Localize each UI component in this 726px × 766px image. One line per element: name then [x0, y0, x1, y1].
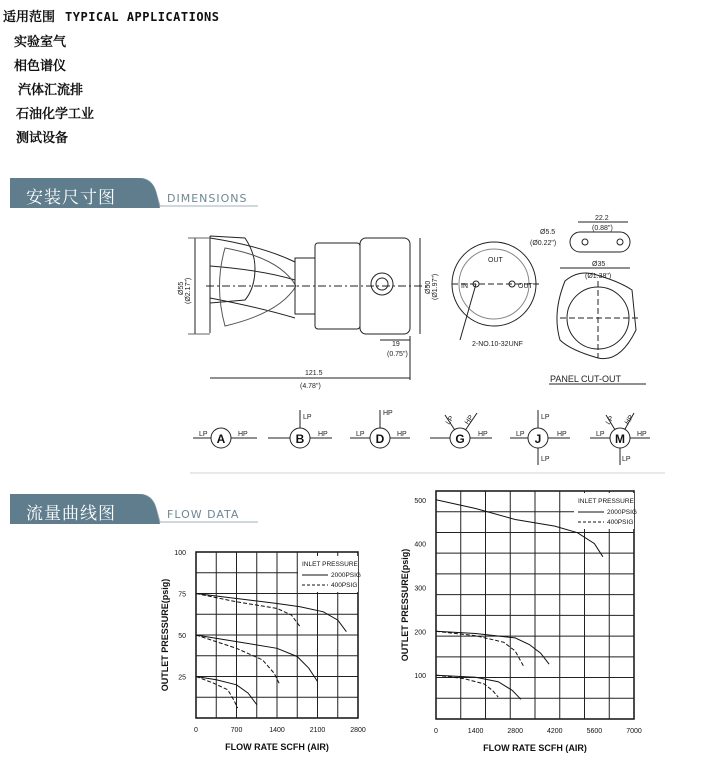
x-tick-label: 1400 [269, 727, 285, 734]
application-item: 汽体汇流排 [18, 83, 84, 98]
dim-hole: Ø5.5 [540, 229, 556, 236]
dim-len121: 121.5 [305, 370, 323, 377]
legend-title: INLET PRESSURE [302, 561, 358, 568]
x-axis-label: FLOW RATE SCFH (AIR) [483, 743, 587, 753]
config-b-right: HP [318, 431, 328, 438]
config-d-right: HP [397, 431, 407, 438]
config-letter-g: G [455, 432, 465, 446]
config-letter-d: D [375, 432, 385, 446]
y-tick-label: 75 [178, 591, 186, 599]
dimensions-title-cn: 安装尺寸图 [26, 188, 116, 208]
config-letter-m: M [615, 432, 625, 446]
y-tick-label: 50 [178, 633, 186, 640]
dim-len19-in: (0.75") [387, 351, 408, 358]
applications-heading [3, 6, 220, 25]
config-letter-b: B [295, 432, 305, 446]
applications-title-en: TYPICAL APPLICATIONS [65, 10, 220, 24]
x-tick-label: 1400 [467, 728, 484, 735]
y-tick-label: 200 [414, 629, 426, 637]
series-line [436, 675, 498, 697]
x-tick-label: 2800 [350, 727, 366, 734]
series-line [196, 635, 280, 685]
config-j-up: LP [541, 414, 550, 421]
application-item: 相色谱仪 [14, 59, 67, 74]
label-port: 2-NO.10-32UNF [472, 341, 523, 348]
x-tick-label: 7000 [626, 728, 642, 735]
config-d-left: LP [356, 431, 365, 438]
x-tick-label: 5600 [586, 728, 603, 735]
dim-pitch-in: (0.88") [592, 225, 613, 232]
legend-entry: 2000PSIG [331, 572, 361, 579]
series-line [196, 594, 300, 627]
dim-dia50: Ø50 [425, 280, 432, 294]
y-tick-label: 25 [178, 674, 186, 682]
label-out-top: OUT [488, 257, 503, 264]
port-configurations [0, 405, 726, 475]
x-tick-label: 2100 [309, 727, 326, 734]
dim-dia55-in: (Ø2.17") [185, 277, 192, 304]
y-tick-label: 500 [414, 497, 426, 505]
dim-dia50-in: (Ø1.97") [432, 273, 439, 300]
dim-len19: 19 [392, 341, 400, 348]
y-tick-label: 100 [174, 550, 186, 557]
application-item: 石油化学工业 [16, 107, 95, 122]
flow-chart-low [150, 540, 380, 760]
dim-pitch: 22.2 [595, 215, 609, 222]
x-tick-label: 2800 [507, 728, 523, 735]
x-tick-label: 0 [194, 727, 198, 734]
config-j-down: LP [541, 456, 550, 463]
x-tick-label: 4200 [547, 728, 563, 735]
dimensions-title-en: DIMENSIONS [167, 192, 248, 205]
dim-len121-in: (4.78") [300, 383, 321, 390]
config-a-right: HP [238, 431, 248, 438]
application-item: 测试设备 [16, 131, 69, 146]
config-a-left: LP [199, 431, 208, 438]
label-out-side: OUT [518, 283, 533, 290]
dim-hole-in: (Ø0.22") [530, 240, 557, 247]
legend-entry: 400PSIG [331, 582, 358, 589]
legend-entry: 2000PSIG [607, 509, 637, 516]
legend-entry: 400PSIG [607, 519, 634, 526]
config-d-up: HP [383, 410, 393, 417]
y-axis-label: OUTLET PRESSURE(psig) [400, 548, 410, 662]
dim-dia55: Ø55 [178, 281, 185, 295]
dim-cut-in: (Ø1.38") [585, 273, 612, 280]
application-item: 实验室气 [14, 35, 67, 50]
label-in: IN [461, 283, 468, 290]
series-line [196, 677, 257, 705]
series-line [196, 594, 346, 632]
label-panel-cutout: PANEL CUT-OUT [550, 374, 622, 384]
x-tick-label: 700 [230, 727, 243, 734]
y-tick-label: 300 [414, 585, 426, 593]
config-m-upleft: LP [604, 415, 616, 427]
dim-cut: Ø35 [592, 261, 606, 268]
series-line [436, 675, 521, 699]
config-m-left: LP [596, 431, 605, 438]
flow-title-en: FLOW DATA [167, 508, 240, 521]
y-tick-label: 100 [414, 673, 426, 681]
dimensions-header-band [10, 178, 660, 210]
config-g-right: HP [478, 431, 488, 438]
flow-chart-high [390, 485, 660, 760]
config-g-upright: HP [463, 414, 476, 427]
y-axis-label: OUTLET PRESSURE(psig) [160, 578, 170, 692]
config-g-upleft: LP [444, 415, 456, 427]
config-j-right: HP [557, 431, 567, 438]
series-line [196, 677, 238, 709]
flow-title-cn: 流量曲线图 [26, 504, 116, 524]
config-m-down: LP [622, 456, 631, 463]
config-letter-a: A [216, 432, 226, 446]
config-letter-j: J [534, 432, 542, 446]
legend-title: INLET PRESSURE [578, 498, 634, 505]
config-j-left: LP [516, 431, 525, 438]
applications-title-cn: 适用范围 [3, 10, 56, 25]
config-m-upright: HP [623, 414, 636, 427]
x-axis-label: FLOW RATE SCFH (AIR) [225, 742, 329, 752]
config-b-up: LP [303, 414, 312, 421]
config-m-right: HP [637, 431, 647, 438]
y-tick-label: 400 [414, 541, 426, 549]
x-tick-label: 0 [434, 728, 438, 735]
